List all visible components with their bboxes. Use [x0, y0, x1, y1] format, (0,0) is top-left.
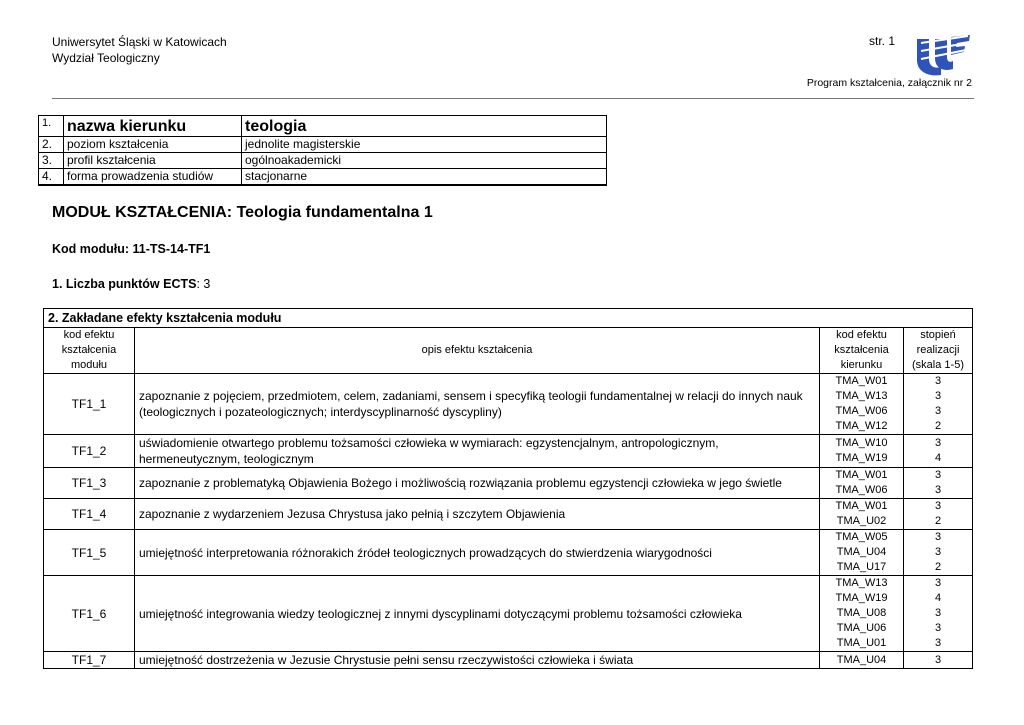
program-outcome-codes: [820, 435, 904, 468]
program-outcome-code: TMA_W19: [835, 592, 888, 604]
program-outcome-code: TMA_W10: [835, 437, 888, 449]
program-outcome-codes: [820, 576, 904, 652]
outcome-code: TF1_4: [44, 499, 135, 530]
program-outcome-code: TMA_W19: [835, 452, 888, 464]
table-row: [39, 137, 607, 153]
program-outcome-codes: [820, 652, 904, 669]
program-outcome-code: TMA_U02: [836, 515, 887, 527]
program-outcome-code: TMA_U08: [836, 607, 887, 619]
program-outcome-code: TMA_W13: [835, 577, 888, 589]
header-module-code: kod efektu kształcenia modułu: [44, 328, 135, 374]
program-outcome-codes: [820, 530, 904, 576]
realization-degree: 3: [934, 531, 942, 543]
table-row: [39, 153, 607, 169]
outcome-description: zapoznanie z wydarzeniem Jezusa Chrystusa jako pełnią i szczytem Objawienia: [135, 499, 820, 530]
header-program-code: kod efektu kształcenia kierunku: [820, 328, 904, 374]
realization-degree: 4: [934, 452, 942, 464]
outcome-code: TF1_2: [44, 435, 135, 468]
outcome-code: TF1_5: [44, 530, 135, 576]
realization-degrees: [904, 652, 973, 669]
outcome-row: [44, 435, 973, 468]
outcome-code: TF1_6: [44, 576, 135, 652]
outcome-row: [44, 652, 973, 669]
program-outcome-codes: [820, 468, 904, 499]
row-number: 2.: [39, 137, 64, 153]
table-row: [39, 116, 607, 137]
program-outcome-code: TMA_W13: [835, 390, 888, 402]
realization-degree: 3: [934, 637, 942, 649]
outcome-row: [44, 374, 973, 435]
realization-degrees: [904, 499, 973, 530]
realization-degree: 3: [934, 622, 942, 634]
section-title: 2. Zakładane efekty kształcenia modułu: [44, 309, 973, 328]
outcome-row: [44, 468, 973, 499]
row-number: 1.: [39, 116, 64, 137]
learning-outcomes-table: [43, 308, 973, 669]
program-outcome-code: TMA_W01: [835, 375, 888, 387]
realization-degree: 3: [934, 500, 942, 512]
field-value: teologia: [242, 116, 607, 137]
realization-degree: 3: [934, 375, 942, 387]
field-value: jednolite magisterskie: [242, 137, 607, 153]
program-outcome-code: TMA_W01: [835, 500, 888, 512]
column-header-row: [44, 328, 973, 374]
outcome-description: zapoznanie z problematyką Objawienia Bożego i możliwością rozwiązania problemu egzystencji człowieka w jego świetle: [135, 468, 820, 499]
realization-degrees: [904, 435, 973, 468]
outcome-code: TF1_1: [44, 374, 135, 435]
program-outcome-code: TMA_W01: [835, 469, 888, 481]
field-value: ogólnoakademicki: [242, 153, 607, 169]
faculty-name: Wydział Teologiczny: [52, 51, 160, 65]
realization-degree: 4: [934, 592, 942, 604]
header-degree: stopień realizacji (skala 1-5): [904, 328, 973, 374]
row-number: 3.: [39, 153, 64, 169]
outcome-description: umiejętność integrowania wiedzy teologicznej z innymi dyscyplinami dotyczącymi problemu tożsamości człowieka: [135, 576, 820, 652]
field-label: poziom kształcenia: [64, 137, 242, 153]
realization-degrees: [904, 374, 973, 435]
program-outcome-code: TMA_U04: [836, 546, 887, 558]
ects-points: [52, 277, 210, 291]
realization-degree: 3: [934, 607, 942, 619]
program-outcome-code: TMA_U04: [836, 653, 887, 666]
field-label: profil kształcenia: [64, 153, 242, 169]
ects-label: 1. Liczba punktów ECTS: [52, 277, 197, 291]
realization-degree: 3: [934, 469, 942, 481]
field-label: nazwa kierunku: [64, 116, 242, 137]
module-code: Kod modułu: 11-TS-14-TF1: [52, 242, 211, 256]
module-title: MODUŁ KSZTAŁCENIA: Teologia fundamentalna 1: [52, 204, 433, 221]
outcome-row: [44, 530, 973, 576]
program-outcome-code: TMA_W12: [835, 420, 888, 432]
page-number: str. 1: [869, 34, 896, 48]
outcome-description: uświadomienie otwartego problemu tożsamości człowieka w wymiarach: egzystencjalnym, antropologicznym, hermeneutycznym, teologicznym: [135, 435, 820, 468]
realization-degree: 3: [934, 484, 942, 496]
realization-degree: 2: [934, 561, 942, 573]
realization-degree: 3: [934, 577, 942, 589]
outcome-description: umiejętność dostrzeżenia w Jezusie Chrystusie pełni sensu rzeczywistości człowieka i świata: [135, 652, 820, 669]
outcome-code: TF1_7: [44, 652, 135, 669]
header-divider: [52, 98, 974, 99]
ects-value: : 3: [196, 277, 211, 291]
realization-degree: 3: [934, 405, 942, 417]
program-outcome-codes: [820, 374, 904, 435]
table-row: [39, 169, 607, 186]
realization-degrees: [904, 576, 973, 652]
outcome-description: zapoznanie z pojęciem, przedmiotem, celem, zadaniami, sensem i specyfiką teologii fundamentalnej w relacji do innych nauk (teologicznych i pozateologicznych; interdyscyplinarność dyscypliny): [135, 374, 820, 435]
outcome-row: [44, 499, 973, 530]
program-outcome-code: TMA_U17: [836, 561, 887, 573]
header-institution: [52, 34, 227, 66]
program-info-table: [38, 115, 607, 186]
realization-degree: 3: [934, 437, 942, 449]
program-outcome-code: TMA_U06: [836, 622, 887, 634]
program-outcome-code: TMA_W05: [835, 531, 888, 543]
realization-degree: 2: [934, 420, 942, 432]
realization-degrees: [904, 530, 973, 576]
program-note: Program kształcenia, załącznik nr 2: [806, 77, 972, 89]
realization-degree: 3: [934, 546, 942, 558]
header-description: opis efektu kształcenia: [135, 328, 820, 374]
realization-degree: 3: [934, 653, 942, 666]
field-value: stacjonarne: [242, 169, 607, 186]
field-label: forma prowadzenia studiów: [64, 169, 242, 186]
outcome-description: umiejętność interpretowania różnorakich źródeł teologicznych prowadzących do stwierdzenia wiarygodności: [135, 530, 820, 576]
university-logo-icon: [913, 33, 971, 77]
program-outcome-code: TMA_W06: [835, 484, 888, 496]
row-number: 4.: [39, 169, 64, 186]
section-header-row: [44, 309, 973, 328]
realization-degree: 2: [934, 515, 942, 527]
program-outcome-code: TMA_W06: [835, 405, 888, 417]
realization-degree: 3: [934, 390, 942, 402]
outcome-row: [44, 576, 973, 652]
university-name: Uniwersytet Śląski w Katowicach: [52, 35, 227, 49]
realization-degrees: [904, 468, 973, 499]
program-outcome-code: TMA_U01: [836, 637, 887, 649]
program-outcome-codes: [820, 499, 904, 530]
outcome-code: TF1_3: [44, 468, 135, 499]
